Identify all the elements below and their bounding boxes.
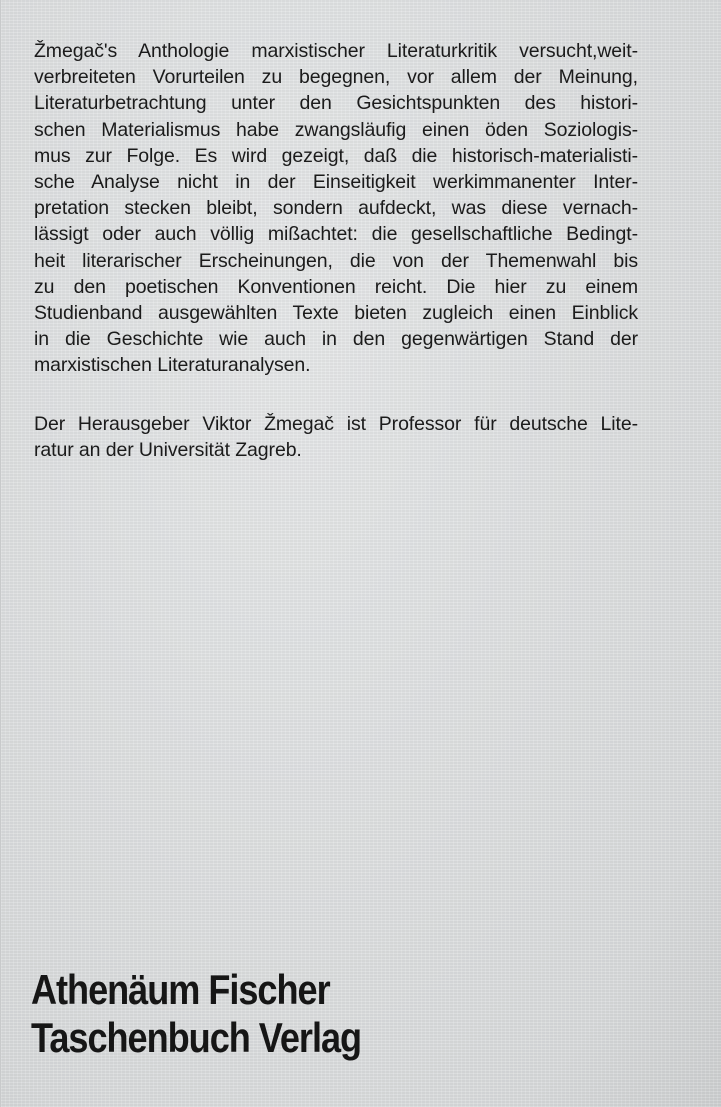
description-line: schen Materialismus habe zwangsläufig einen öden Soziologis- xyxy=(34,118,638,141)
editor-note-paragraph xyxy=(34,411,638,463)
description-line: zu den poetischen Konventionen reicht. Die hier zu einem xyxy=(34,275,638,298)
description-line: Žmegač's Anthologie marxistischer Literaturkritik versucht,weit- xyxy=(34,40,638,62)
description-line: marxistischen Literaturanalysen. xyxy=(34,354,311,377)
description-line: mus zur Folge. Es wird gezeigt, daß die historisch-materialisti- xyxy=(34,144,638,167)
description-line: verbreiteten Vorurteilen zu begegnen, vor allem der Meinung, xyxy=(34,66,638,89)
editor-note-line: ratur an der Universität Zagreb. xyxy=(34,439,302,462)
description-line: pretation stecken bleibt, sondern aufdeckt, was diese vernach- xyxy=(34,197,638,220)
description-line: Studienband ausgewählten Texte bieten zugleich einen Einblick xyxy=(34,302,638,325)
editor-note-line: Der Herausgeber Viktor Žmegač ist Professor für deutsche Lite- xyxy=(34,413,638,435)
description-line: Literaturbetrachtung unter den Gesichtspunkten des histori- xyxy=(34,92,638,115)
publisher-imprint xyxy=(31,966,361,1062)
description-line: lässigt oder auch völlig mißachtet: die gesellschaftliche Bedingt- xyxy=(34,223,638,246)
description-line: heit literarischer Erscheinungen, die von der Themenwahl bis xyxy=(34,249,638,272)
description-line: sche Analyse nicht in der Einseitigkeit werkimmanenter Inter- xyxy=(34,171,638,194)
publisher-name-line-1: Athenäum Fischer xyxy=(31,966,330,1013)
description-paragraph xyxy=(34,38,638,379)
description-line: in die Geschichte wie auch in den gegenwärtigen Stand der xyxy=(34,328,638,351)
publisher-name-line-2: Taschenbuch Verlag xyxy=(31,1014,362,1061)
